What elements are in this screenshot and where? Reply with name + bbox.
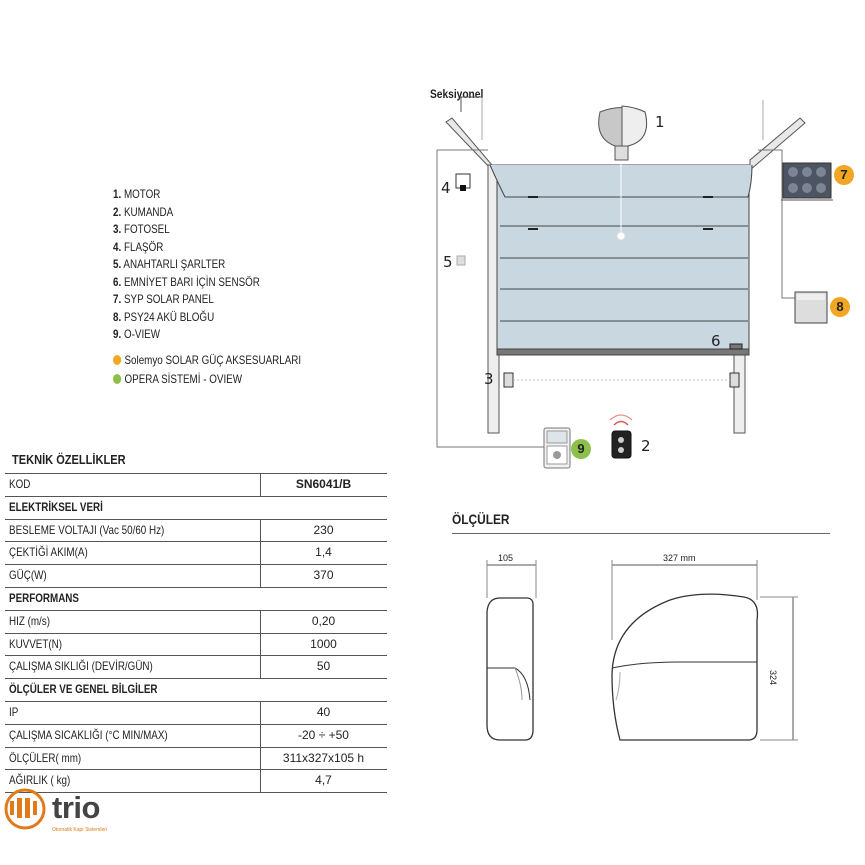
legend-item: 7. SYP SOLAR PANEL (113, 292, 214, 306)
table-row: BESLEME VOLTAJI (Vac 50/60 Hz) 230 (5, 520, 387, 543)
diagram-title: Seksiyonel (430, 87, 484, 101)
table-row: GÜÇ(W) 370 (5, 565, 387, 588)
spec-title: TEKNİK ÖZELLİKLER (12, 452, 126, 467)
brand-name: trio (52, 790, 100, 825)
callout-6: 6 (711, 332, 721, 350)
callout-1: 1 (655, 113, 665, 131)
accessory-item-solar: Solemyo SOLAR GÜÇ AKSESUARLARI (113, 351, 301, 370)
accessory-item-opera: OPERA SİSTEMİ - OVIEW (113, 370, 301, 389)
table-row: ÖLÇÜLER( mm) 311x327x105 h (5, 748, 387, 771)
table-row: KUVVET(N) 1000 (5, 634, 387, 657)
dimensions-title: ÖLÇÜLER (452, 511, 510, 527)
table-row: ÇALIŞMA SICAKLIĞI (°C MIN/MAX) -20 ÷ +50 (5, 725, 387, 748)
legend-item: 3. FOTOSEL (113, 222, 170, 236)
callout-3: 3 (484, 370, 494, 388)
legend-item: 6. EMNİYET BARI İÇİN SENSÖR (113, 274, 260, 289)
legend-item: 4. FLAŞÖR (113, 239, 164, 254)
legend-item: 2. KUMANDA (113, 204, 174, 219)
callout-8-badge: 8 (830, 297, 850, 317)
section-header: ÖLÇÜLER VE GENEL BİLGİLER (5, 679, 387, 702)
height-label: 324 (768, 670, 778, 686)
callout-5: 5 (443, 253, 453, 271)
table-row: HIZ (m/s) 0,20 (5, 611, 387, 634)
table-row: AĞIRLIK ( kg) 4,7 (5, 770, 387, 793)
trio-logo-icon (2, 786, 48, 832)
table-row: ÇALIŞMA SIKLIĞI (DEVİR/GÜN) 50 (5, 656, 387, 679)
legend-item: 1. MOTOR (113, 187, 161, 201)
side-width-label: 105 (498, 553, 514, 563)
table-row: IP 40 (5, 702, 387, 725)
legend-item: 5. ANAHTARLI ŞARLTER (113, 257, 226, 271)
callout-4: 4 (441, 179, 451, 197)
brand-tagline: Otomatik Kapı Sistemleri (52, 827, 108, 833)
callout-7-badge: 7 (834, 165, 854, 185)
front-width-label: 327 mm (663, 553, 696, 563)
table-row: KOD SN6041/B (5, 474, 387, 497)
callout-2: 2 (641, 437, 651, 455)
section-header: PERFORMANS (5, 588, 387, 611)
legend-item: 9. O-VIEW (113, 327, 161, 341)
table-row: ÇEKTİĞİ AKIM(A) 1,4 (5, 542, 387, 565)
legend-item: 8. PSY24 AKÜ BLOĞU (113, 309, 215, 324)
callout-9-badge: 9 (571, 439, 591, 459)
section-header: ELEKTRİKSEL VERİ (5, 497, 387, 520)
